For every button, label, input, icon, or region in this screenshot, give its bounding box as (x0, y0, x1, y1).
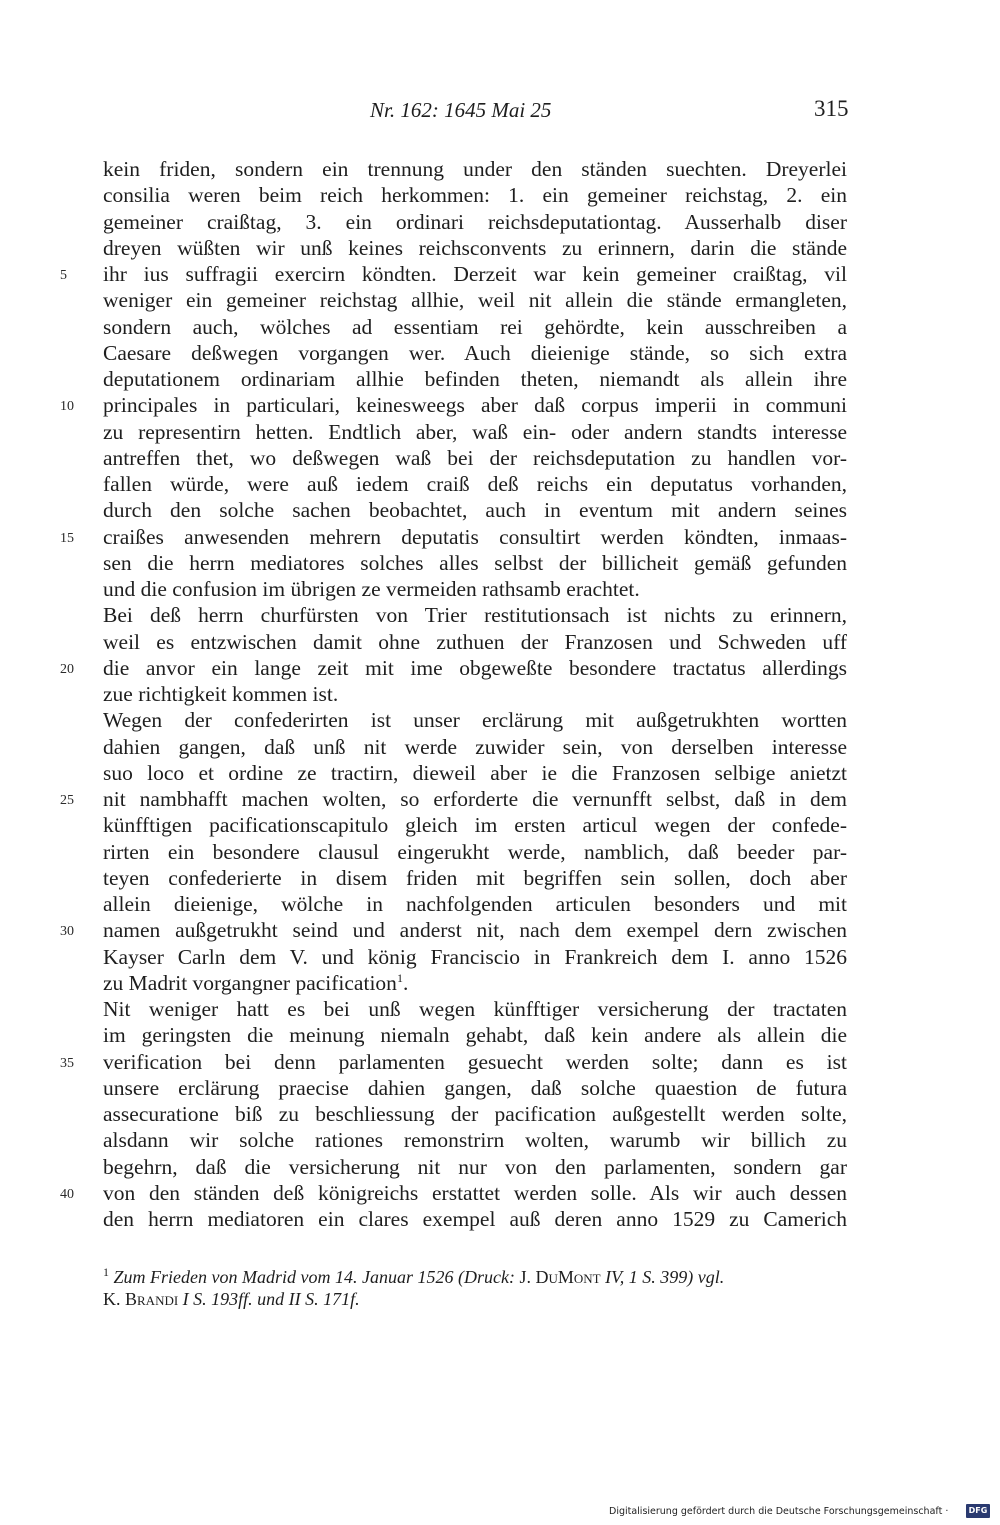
text-line (103, 1206, 847, 1232)
line-number: 10 (60, 399, 74, 415)
text-line (103, 996, 847, 1022)
text-line (103, 707, 847, 733)
text-line (103, 314, 847, 340)
text-line-content: Nit weniger hatt es bei unß wegen künfftiger versicherung der tractaten (103, 997, 847, 1021)
text-line-content: Wegen der confederirten ist unser erclärung mit außgetrukhten wortten (103, 708, 847, 733)
text-line (103, 524, 847, 550)
text-line-content: Kayser Carln dem V. und könig Franciscio in Frankreich dem I. anno 1526 (103, 944, 847, 969)
text-line-content: und die confusion im übrigen ze vermeiden rathsamb erachtet. (103, 577, 640, 601)
line-number: 40 (60, 1186, 74, 1202)
digitization-credit: Digitalisierung gefördert durch die Deutsche Forschungsgemeinschaft · (609, 1506, 949, 1517)
text-line (103, 471, 847, 497)
text-line-content: den herrn mediatoren ein clares exempel auß deren anno 1529 zu Camerich (103, 1207, 847, 1231)
line-number: 5 (60, 268, 67, 283)
text-line (103, 865, 847, 891)
text-line-content: künfftigen pacificationscapitulo gleich im ersten articul wegen der confede- (103, 813, 847, 838)
text-line (103, 944, 847, 970)
text-line (103, 891, 847, 917)
text-line-content: zu representirn hetten. Endtlich aber, waß ein- oder andern standts interesse (103, 419, 847, 444)
text-line (103, 917, 847, 943)
text-line (103, 1127, 847, 1153)
text-line (103, 655, 847, 681)
text-line-content: ihr ius suffragii exercirn köndten. Derzeit war kein gemeiner craißtag, vil (103, 262, 847, 286)
text-line-content: antreffen thet, wo deßwegen waß bei der reichsdeputation zu handlen vor- (103, 445, 847, 470)
text-line-content: craißes anwesenden mehrern deputatis consultirt werden köndten, inmaas- (103, 524, 847, 549)
footnote-text: I S. 193ff. und II S. 171f. (178, 1289, 360, 1309)
text-line (103, 760, 847, 786)
text-line (103, 209, 847, 235)
footnote-text: IV, 1 S. 399) vgl. (600, 1267, 725, 1287)
text-line (103, 839, 847, 865)
text-line-content: nit nambhafft machen wolten, so erforderte die vernunfft selbst, daß in dem (103, 787, 847, 811)
text-line-content: gemeiner craißtag, 3. ein ordinari reichsdeputationtag. Ausserhalb diser (103, 209, 847, 234)
line-number: 15 (60, 530, 74, 546)
text-line (103, 602, 847, 628)
dfg-logo: DFG (966, 1504, 990, 1518)
line-number: 25 (60, 793, 74, 808)
text-line-content: verification bei denn parlamenten gesuecht werden solte; dann es ist (103, 1049, 847, 1074)
text-line-content: sen die herrn mediatores solches alles selbst der billicheit gemäß gefunden (103, 550, 847, 575)
text-line (103, 812, 847, 838)
text-line (103, 1180, 847, 1206)
text-line (103, 786, 847, 812)
text-line (103, 392, 847, 418)
footnote-text: Zum Frieden von Madrid vom 14. Januar 1526 ( (113, 1267, 464, 1287)
footnote-continuation (103, 1288, 863, 1310)
running-title: Nr. 162: 1645 Mai 25 (370, 98, 552, 122)
text-line (103, 261, 847, 287)
text-line-content: dreyen wüßten wir unß keines reichsconvents zu erinnern, darin die stände (103, 235, 847, 260)
text-line-content: unsere erclärung praecise dahien gangen, daß solche quaestion de futura (103, 1075, 847, 1100)
text-line-content: im geringsten die meinung niemaln gehabt, daß kein andere als allein die (103, 1023, 847, 1048)
text-line-content: dahien gangen, daß unß nit werde zuwider sein, von derselben interesse (103, 734, 847, 759)
text-line (103, 1049, 847, 1075)
text-line (103, 497, 847, 523)
footnote-author: DuMont (535, 1267, 601, 1287)
text-line (103, 681, 847, 707)
text-line-content: rirten ein besondere clausul eingerukht werde, namblich, daß beeder par- (103, 839, 847, 864)
punctuation: . (402, 970, 409, 995)
text-line-content: durch den solche sachen beobachtet, auch in eventum mit andern seines (103, 498, 847, 523)
footnote-number: 1 (103, 1265, 109, 1279)
text-line (103, 235, 847, 261)
text-line-content: zu Madrit vorgangner pacification (103, 970, 397, 995)
text-line-content: weniger ein gemeiner reichstag allhie, weil nit allein die stände ermangleten, (103, 288, 847, 313)
text-line-content: alsdann wir solche rationes remonstrirn wolten, warumb wir billich zu (103, 1128, 847, 1153)
text-line-content: von den ständen deß königreichs erstattet werden solle. Als wir auch dessen (103, 1180, 847, 1205)
text-line (103, 1101, 847, 1127)
text-line (103, 1075, 847, 1101)
text-line (103, 287, 847, 313)
text-line-content: sondern auch, wölches ad essentiam rei gehördte, kein ausschreiben a (103, 314, 847, 339)
text-line-content: die anvor ein lange zeit mit ime obgeweßte besondere tractatus allerdings (103, 655, 847, 680)
text-line (103, 550, 847, 576)
text-line-content: begehrn, daß die versicherung nit nur von den parlamenten, sondern gar (103, 1154, 847, 1179)
footnote-text: J. (514, 1267, 536, 1287)
footnote-text: Druck: (463, 1267, 515, 1287)
text-line-content: zue richtigkeit kommen ist. (103, 682, 339, 706)
text-line-content: teyen confederierte in disem friden mit begriffen sein sollen, doch aber (103, 865, 847, 890)
text-line-content: kein friden, sondern ein trennung under den ständen suechten. Dreyerlei (103, 157, 847, 181)
footnote-reference[interactable]: 1 (396, 970, 403, 985)
text-line (103, 576, 847, 602)
text-line-content: assecuratione biß zu beschliessung der pacification außgestellt werden solte, (103, 1102, 847, 1126)
text-line-content: suo loco et ordine ze tractirn, dieweil aber ie die Franzosen selbige anietzt (103, 760, 847, 785)
footnote (103, 1266, 863, 1288)
text-line (103, 419, 847, 445)
text-line-content: allein dieienige, wölche in nachfolgenden articulen besonders und mit (103, 892, 847, 916)
page-number: 315 (814, 96, 849, 121)
text-line-content: Caesare deßwegen vorgangen wer. Auch dieienige stände, so sich extra (103, 340, 847, 365)
text-line-content: weil es entzwischen damit ohne zuthuen der Franzosen und Schweden uff (103, 629, 847, 654)
text-line-content: fallen würde, were auß iedem craiß deß reichs ein deputatus vorhanden, (103, 472, 847, 496)
line-number: 20 (60, 661, 74, 677)
text-line (103, 970, 847, 996)
text-line-content: principales in particulari, keinesweegs aber daß corpus imperii in communi (103, 393, 847, 418)
footnote-text: K. (103, 1289, 125, 1309)
text-line-content: consilia weren beim reich herkommen: 1. ein gemeiner reichstag, 2. ein (103, 183, 847, 208)
text-line-content: namen außgetrukht seind und anderst nit, nach dem exempel dern zwischen (103, 918, 847, 943)
footnote-author: Brandi (125, 1289, 179, 1309)
text-line-content: deputationem ordinariam allhie befinden theten, niemandt als allein ihre (103, 367, 847, 391)
line-number: 35 (60, 1055, 74, 1071)
text-line (103, 1022, 847, 1048)
text-line (103, 340, 847, 366)
text-line (103, 156, 847, 182)
text-line (103, 366, 847, 392)
text-line (103, 445, 847, 471)
text-line (103, 629, 847, 655)
text-line (103, 734, 847, 760)
text-line-content: Bei deß herrn churfürsten von Trier restitutionsach ist nichts zu erinnern, (103, 603, 847, 628)
line-number: 30 (60, 924, 74, 940)
text-line (103, 182, 847, 208)
text-line (103, 1154, 847, 1180)
